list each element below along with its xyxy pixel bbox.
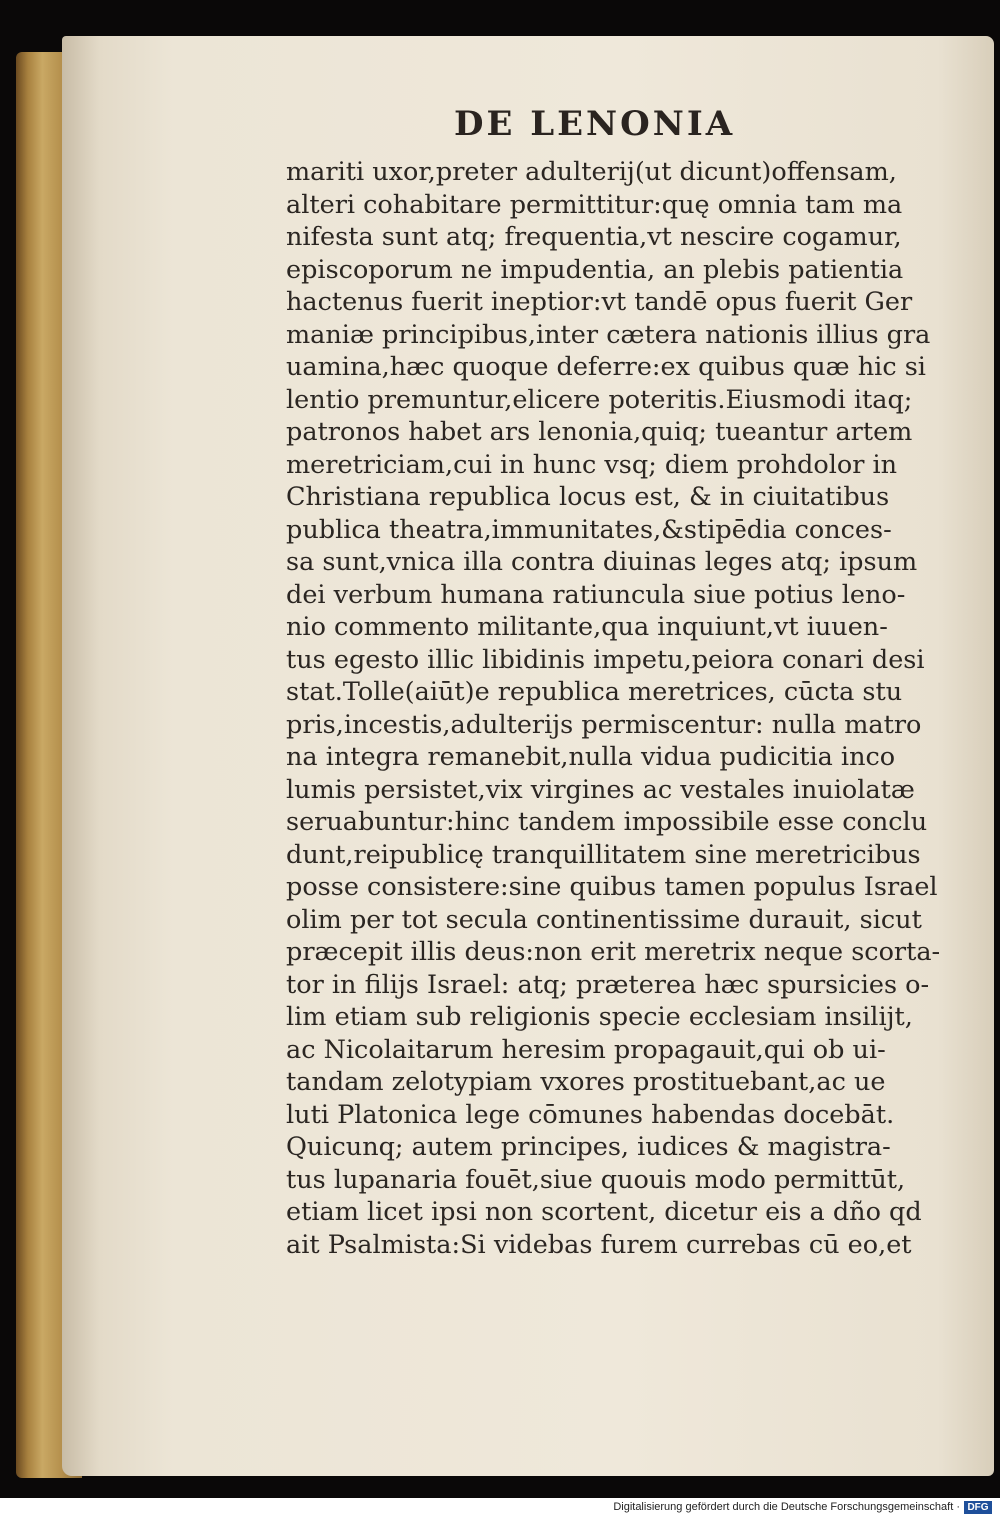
text-line: meretriciam,cui in hunc vsq; diem prohdolor in	[286, 449, 898, 480]
text-line: na integra remanebit,nulla vidua pudicitia inco	[286, 742, 896, 772]
text-line: pris,incestis,adulterijs permiscentur: nulla matro	[286, 709, 922, 740]
running-head: DE LENONIA	[454, 104, 736, 144]
text-line: maniæ principibus,inter cætera nationis illius gra	[286, 319, 931, 350]
text-line: posse consistere:sine quibus tamen populus Israel	[286, 872, 938, 902]
text-line: hactenus fuerit ineptior:vt tandē opus fuerit Ger	[286, 287, 913, 317]
text-line: tus lupanaria fouēt,siue quouis modo permittūt,	[286, 1164, 906, 1195]
text-line: dei verbum humana ratiuncula siue potius leno-	[286, 579, 906, 610]
text-line: Christiana republica locus est, & in ciuitatibus	[286, 482, 890, 512]
text-line: luti Platonica lege cōmunes habendas docebāt.	[286, 1099, 895, 1130]
text-line: tandam zelotypiam vxores prostituebant,ac ue	[286, 1067, 886, 1097]
text-line: stat.Tolle(aiūt)e republica meretrices, cūcta stu	[286, 677, 903, 707]
text-line: mariti uxor,preter adulterij(ut dicunt)offensam,	[286, 157, 897, 187]
body-text	[286, 156, 946, 1261]
text-line: præcepit illis deus:non erit meretrix neque scorta-	[286, 937, 941, 967]
text-line: alteri cohabitare permittitur:quę omnia tam ma	[286, 189, 903, 220]
text-line: uamina,hæc quoque deferre:ex quibus quæ hic si	[286, 352, 926, 382]
text-line: nio commento militante,qua inquiunt,vt iuuen-	[286, 612, 888, 642]
text-line: sa sunt,vnica illa contra diuinas leges atq; ipsum	[286, 547, 918, 577]
text-line: publica theatra,immunitates,&stipēdia conces-	[286, 514, 892, 545]
text-line: patronos habet ars lenonia,quiq; tueantur artem	[286, 417, 913, 447]
text-line: etiam licet ipsi non scortent, dicetur eis a dño qd	[286, 1197, 922, 1227]
text-line: lim etiam sub religionis specie ecclesiam insilijt,	[286, 1002, 913, 1032]
text-line: lumis persistet,vix virgines ac vestales inuiolatæ	[286, 774, 915, 805]
text-line: lentio premuntur,elicere poteritis.Eiusmodi itaq;	[286, 384, 913, 415]
text-line: dunt,reipublicę tranquillitatem sine meretricibus	[286, 839, 921, 870]
text-line: ac Nicolaitarum heresim propagauit,qui ob ui-	[286, 1034, 886, 1065]
text-line: nifesta sunt atq; frequentia,vt nescire cogamur,	[286, 222, 902, 252]
text-line: tus egesto illic libidinis impetu,peiora conari desi	[286, 644, 925, 675]
text-line: Quicunq; autem principes, iudices & magistra-	[286, 1132, 891, 1162]
dfg-logo-icon: DFG	[964, 1501, 992, 1514]
digitization-credit-bar	[0, 1498, 1000, 1518]
text-line: tor in filijs Israel: atq; præterea hæc spursicies o-	[286, 969, 930, 1000]
text-line: seruabuntur:hinc tandem impossibile esse conclu	[286, 807, 928, 837]
text-line: ait Psalmista:Si videbas furem currebas cū eo,et	[286, 1229, 912, 1260]
text-line: episcoporum ne impudentia, an plebis patientia	[286, 254, 904, 285]
funding-credit: Digitalisierung gefördert durch die Deutsche Forschungsgemeinschaft ·	[613, 1501, 960, 1513]
text-line: olim per tot secula continentissime durauit, sicut	[286, 904, 922, 935]
